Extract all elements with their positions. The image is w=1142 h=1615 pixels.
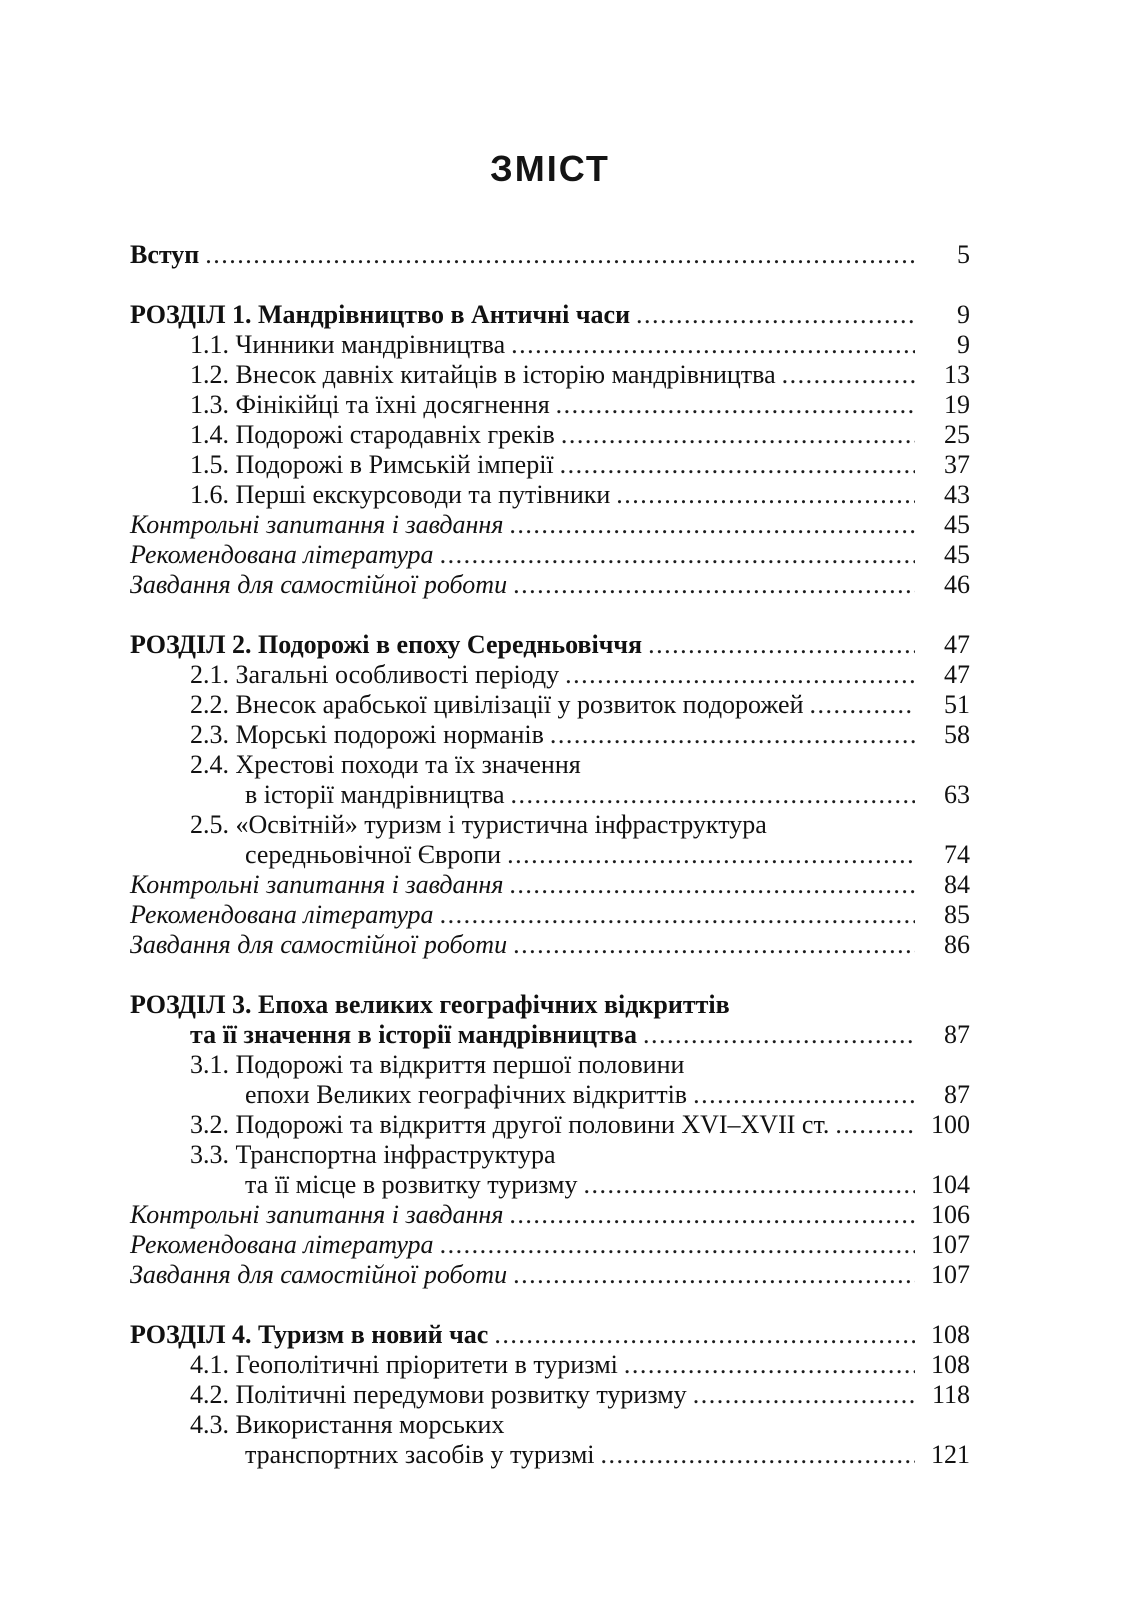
leader-dots — [513, 930, 915, 960]
toc-entry-label: 1.1. Чинники мандрівництва — [190, 330, 506, 359]
toc-entry — [130, 690, 970, 720]
toc-entry-label: 4.3. Використання морських — [190, 1410, 505, 1439]
toc-entry-label: 1.2. Внесок давніх китайців в історію мандрівництва — [190, 360, 776, 389]
leader-dots — [440, 1230, 915, 1260]
toc-entry-page: 100 — [931, 1110, 970, 1139]
toc-entry-label: Завдання для самостійної роботи — [130, 570, 508, 599]
toc-entry-page: 85 — [944, 900, 970, 929]
toc-entry — [130, 1080, 970, 1110]
leader-dots — [440, 540, 915, 570]
toc-entry — [130, 1260, 970, 1290]
toc-entry-page: 9 — [957, 300, 970, 329]
toc-entry-page: 87 — [944, 1080, 970, 1109]
toc-entry-label: РОЗДІЛ 4. Туризм в новий час — [130, 1320, 489, 1349]
toc-entry-page: 104 — [931, 1170, 970, 1199]
toc-entry-page: 47 — [944, 630, 970, 659]
leader-dots — [440, 900, 915, 930]
leader-dots — [810, 690, 916, 720]
toc-entry — [130, 1350, 970, 1380]
toc-entry — [130, 1170, 970, 1200]
leader-dots — [509, 510, 915, 540]
leader-dots — [624, 1350, 915, 1380]
leader-dots — [509, 1200, 915, 1230]
toc-entry — [130, 330, 970, 360]
toc-entry-page: 9 — [957, 330, 970, 359]
toc-entry — [130, 1050, 970, 1080]
leader-dots — [648, 630, 915, 660]
toc-entry — [130, 240, 970, 270]
toc-entry-label: 4.1. Геополітичні пріоритети в туризмі — [190, 1350, 618, 1379]
toc-entry — [130, 1380, 970, 1410]
leader-dots — [507, 840, 915, 870]
toc-entry-page: 107 — [931, 1230, 970, 1259]
toc-entry — [130, 1020, 970, 1050]
toc-entry-label: транспортних засобів у туризмі — [245, 1440, 595, 1469]
leader-dots — [556, 390, 915, 420]
toc-entry — [130, 1440, 970, 1470]
toc-entry-page: 84 — [944, 870, 970, 899]
toc-entry-page: 108 — [931, 1320, 970, 1349]
toc-entry-label: в історії мандрівництва — [245, 780, 505, 809]
toc-entry-page: 47 — [944, 660, 970, 689]
toc-entry-label: Контрольні запитання і завдання — [130, 510, 504, 539]
leader-dots — [565, 660, 915, 690]
toc-entry-label: 2.4. Хрестові походи та їх значення — [190, 750, 581, 779]
toc-entry — [130, 300, 970, 330]
toc-entry — [130, 780, 970, 810]
toc-entry-page: 108 — [931, 1350, 970, 1379]
toc-entry — [130, 1200, 970, 1230]
toc-entry-label: 3.2. Подорожі та відкриття другої половини XVI–XVII ст. — [190, 1110, 830, 1139]
toc-entry-page: 25 — [944, 420, 970, 449]
toc-entry — [130, 810, 970, 840]
toc-entry-label: 3.1. Подорожі та відкриття першої половини — [190, 1050, 685, 1079]
toc-entry-label: Контрольні запитання і завдання — [130, 870, 504, 899]
toc-entry — [130, 480, 970, 510]
toc-entry-page: 37 — [944, 450, 970, 479]
toc-entry-label: 2.5. «Освітній» туризм і туристична інфраструктура — [190, 810, 767, 839]
toc-entry-page: 5 — [957, 240, 970, 269]
toc-entry-label: 4.2. Політичні передумови розвитку туризму — [190, 1380, 687, 1409]
toc-entry-page: 87 — [944, 1020, 970, 1049]
toc-entry-label: та її місце в розвитку туризму — [245, 1170, 578, 1199]
toc-entry-page: 51 — [944, 690, 970, 719]
table-of-contents — [130, 240, 970, 1470]
leader-dots — [693, 1080, 915, 1110]
toc-entry-label: Рекомендована література — [130, 540, 434, 569]
leader-dots — [513, 570, 915, 600]
toc-entry — [130, 1320, 970, 1350]
toc-entry-label: Завдання для самостійної роботи — [130, 930, 508, 959]
leader-dots — [560, 450, 915, 480]
leader-dots — [513, 1260, 915, 1290]
leader-dots — [511, 330, 915, 360]
toc-entry-label: Рекомендована література — [130, 1230, 434, 1259]
toc-entry-label: епохи Великих географічних відкриттів — [245, 1080, 688, 1109]
toc-entry — [130, 450, 970, 480]
toc-entry — [130, 900, 970, 930]
leader-dots — [584, 1170, 916, 1200]
toc-entry-page: 13 — [944, 360, 970, 389]
toc-entry — [130, 1410, 970, 1440]
toc-entry-label: 1.6. Перші екскурсоводи та путівники — [190, 480, 611, 509]
toc-entry-label: 2.1. Загальні особливості періоду — [190, 660, 560, 689]
toc-entry-label: РОЗДІЛ 2. Подорожі в епоху Середньовіччя — [130, 630, 643, 659]
toc-entry — [130, 630, 970, 660]
toc-entry — [130, 660, 970, 690]
toc-entry-page: 19 — [944, 390, 970, 419]
toc-entry-page: 45 — [944, 540, 970, 569]
toc-entry-label: 1.4. Подорожі стародавніх греків — [190, 420, 555, 449]
toc-entry — [130, 1140, 970, 1170]
toc-entry — [130, 570, 970, 600]
toc-entry-page: 107 — [931, 1260, 970, 1289]
leader-dots — [509, 870, 915, 900]
toc-entry-page: 86 — [944, 930, 970, 959]
toc-entry-label: 2.2. Внесок арабської цивілізації у розвиток подорожей — [190, 690, 804, 719]
leader-dots — [643, 1020, 915, 1050]
page-title: ЗМІСТ — [490, 148, 610, 189]
toc-entry-page: 74 — [944, 840, 970, 869]
toc-entry-label: Рекомендована література — [130, 900, 434, 929]
leader-dots — [782, 360, 915, 390]
toc-entry-label: 1.3. Фінікійці та їхні досягнення — [190, 390, 550, 419]
toc-entry — [130, 540, 970, 570]
toc-entry-label: Контрольні запитання і завдання — [130, 1200, 504, 1229]
toc-entry-label: Вступ — [130, 240, 200, 269]
toc-entry-label: та її значення в історії мандрівництва — [190, 1020, 637, 1049]
leader-dots — [511, 780, 915, 810]
toc-entry-page: 45 — [944, 510, 970, 539]
leader-dots — [693, 1380, 915, 1410]
toc-entry — [130, 420, 970, 450]
toc-entry-label: 2.3. Морські подорожі норманів — [190, 720, 544, 749]
toc-entry — [130, 930, 970, 960]
toc-entry — [130, 1230, 970, 1260]
leader-dots — [550, 720, 915, 750]
toc-entry-label: Завдання для самостійної роботи — [130, 1260, 508, 1289]
toc-entry-label: 1.5. Подорожі в Римській імперії — [190, 450, 554, 479]
toc-entry-page: 118 — [931, 1380, 970, 1409]
toc-entry-label: середньовічної Європи — [245, 840, 502, 869]
leader-dots — [601, 1440, 915, 1470]
toc-entry — [130, 750, 970, 780]
toc-entry — [130, 840, 970, 870]
toc-entry-page: 58 — [944, 720, 970, 749]
toc-entry-label: 3.3. Транспортна інфраструктура — [190, 1140, 556, 1169]
toc-entry — [130, 870, 970, 900]
leader-dots — [561, 420, 915, 450]
toc-entry — [130, 720, 970, 750]
toc-entry — [130, 360, 970, 390]
leader-dots — [636, 300, 915, 330]
leader-dots — [835, 1110, 915, 1140]
toc-entry — [130, 1110, 970, 1140]
toc-entry-label: РОЗДІЛ 1. Мандрівництво в Античні часи — [130, 300, 631, 329]
toc-entry-page: 63 — [944, 780, 970, 809]
toc-entry-page: 46 — [944, 570, 970, 599]
toc-entry-page: 106 — [931, 1200, 970, 1229]
leader-dots — [205, 240, 915, 270]
toc-entry — [130, 990, 970, 1020]
leader-dots — [616, 480, 915, 510]
toc-entry — [130, 390, 970, 420]
toc-entry-label: РОЗДІЛ 3. Епоха великих географічних відкриттів — [130, 990, 730, 1019]
toc-entry-page: 121 — [931, 1440, 970, 1469]
toc-entry-page: 43 — [944, 480, 970, 509]
toc-entry — [130, 510, 970, 540]
leader-dots — [494, 1320, 915, 1350]
